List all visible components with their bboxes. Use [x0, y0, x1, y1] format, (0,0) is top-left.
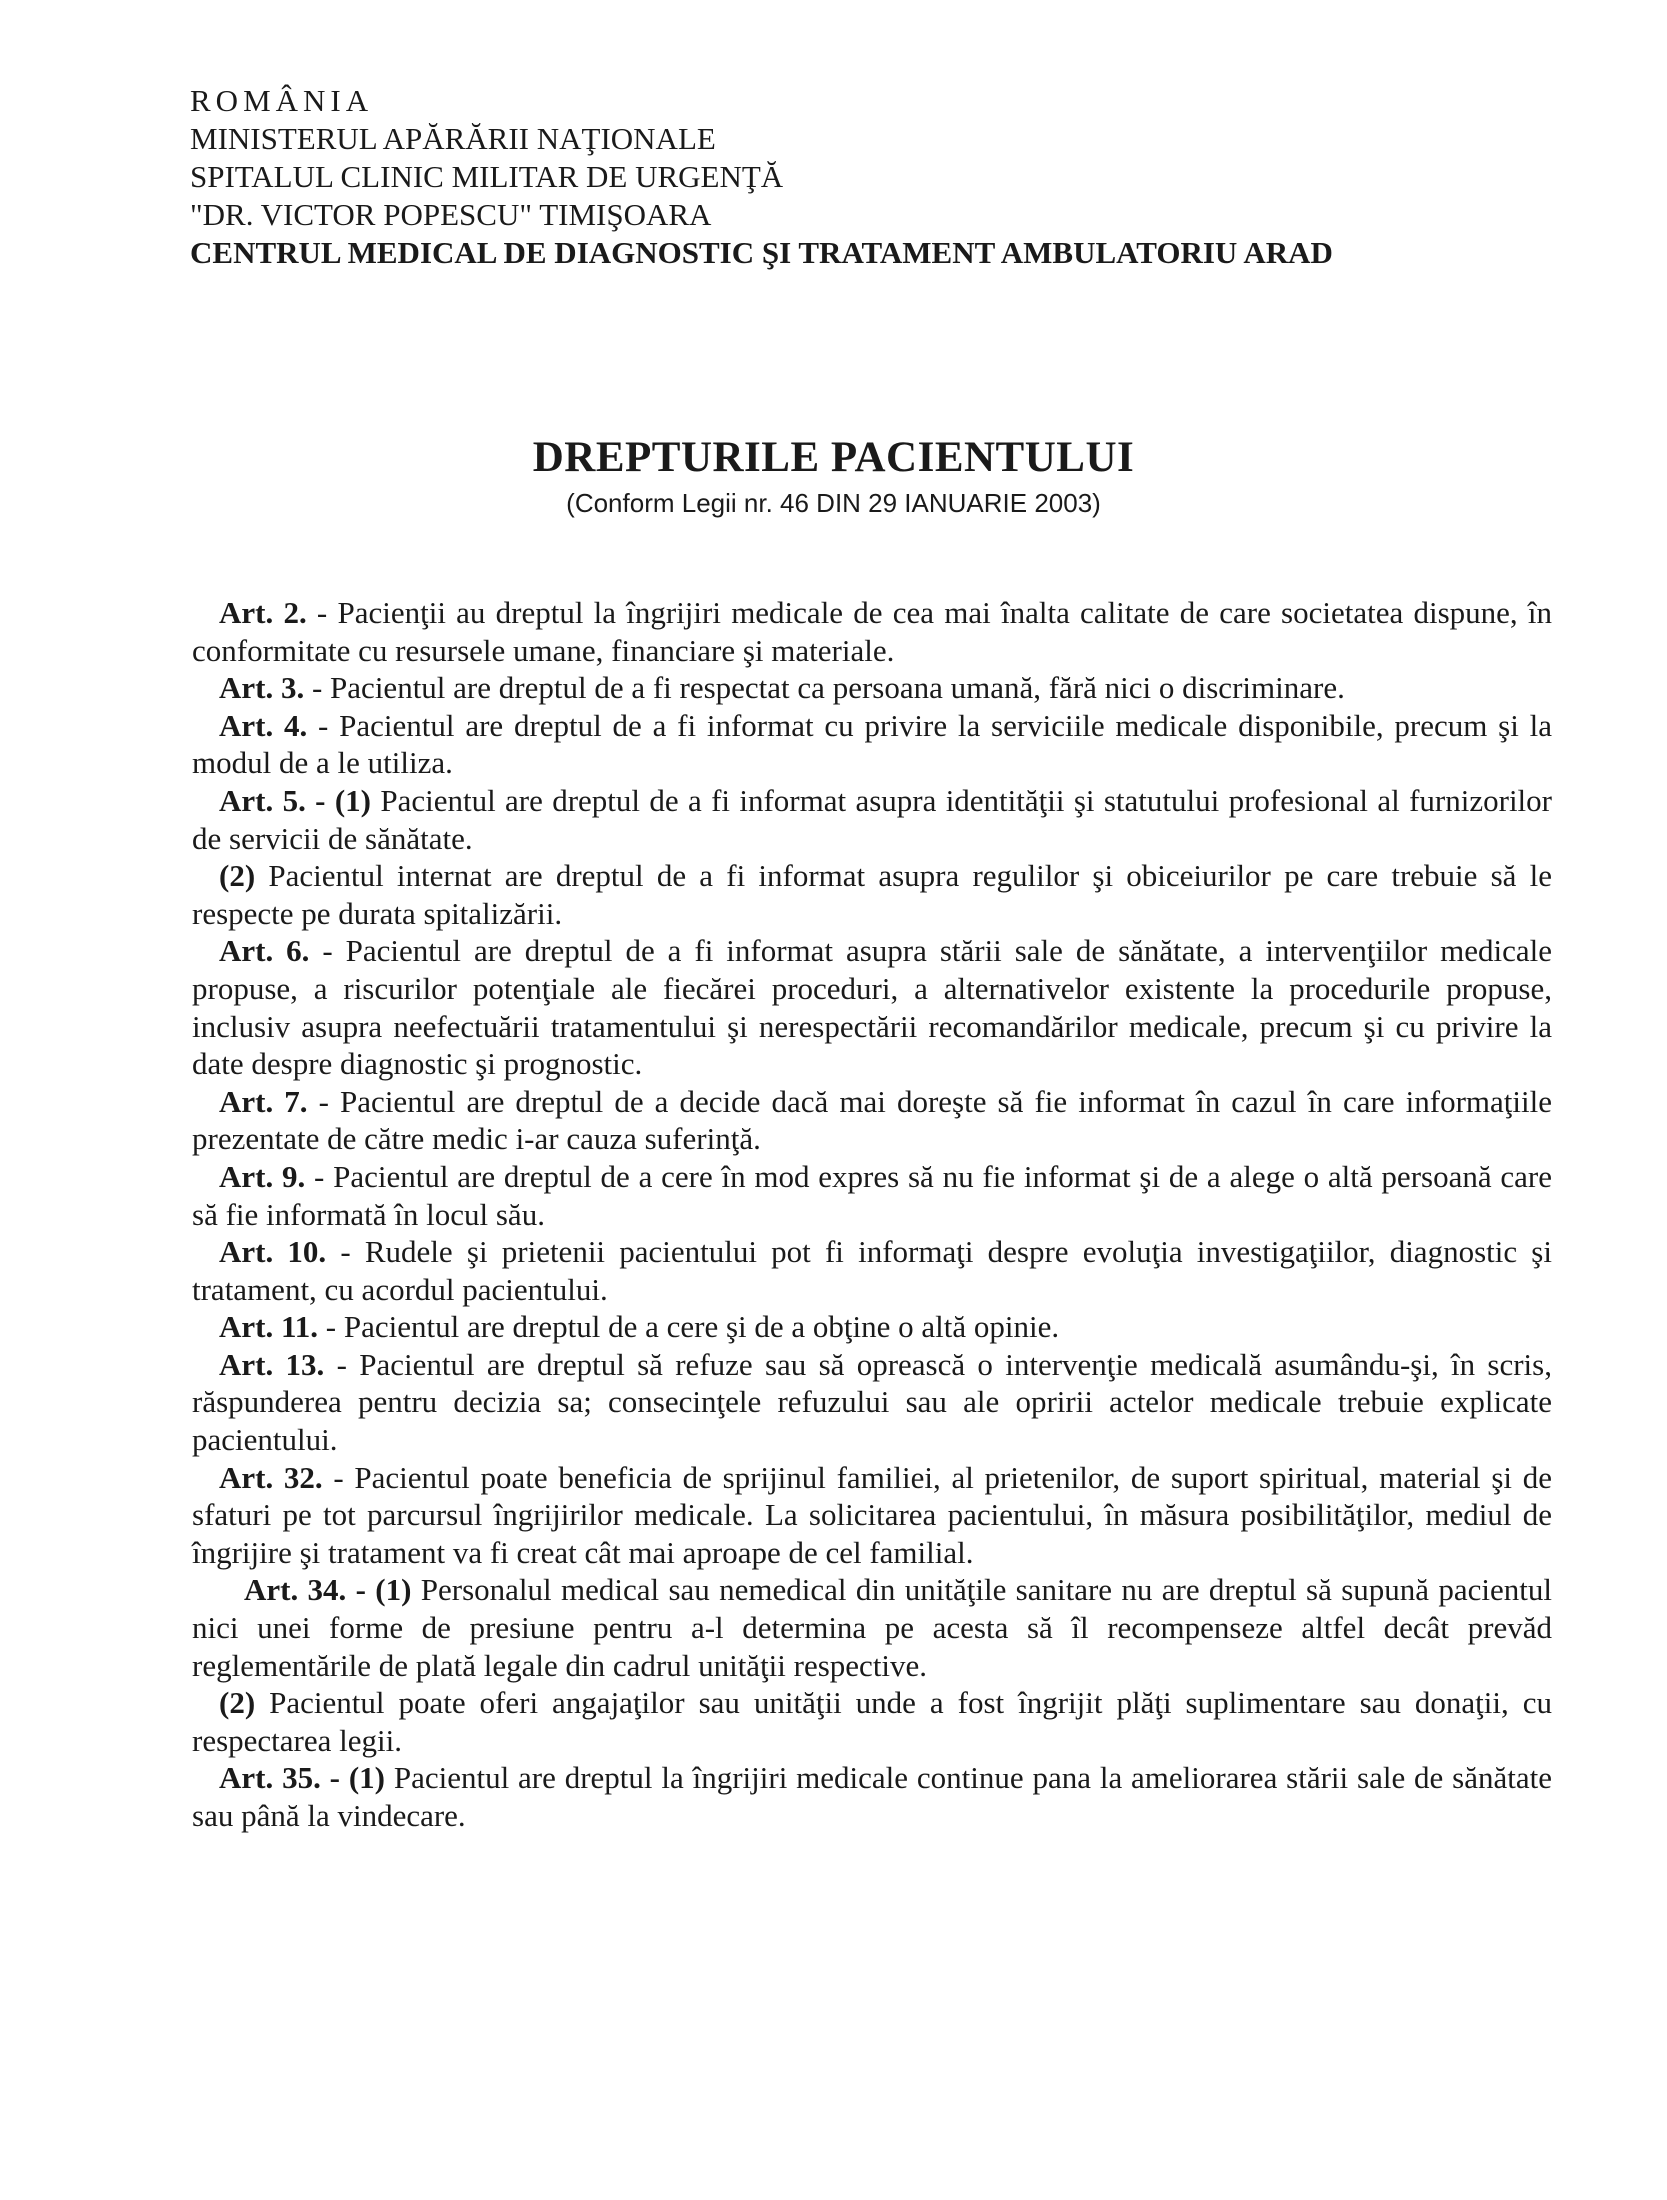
letterhead-hospital-name: "DR. VICTOR POPESCU" TIMIŞOARA — [190, 197, 712, 232]
article-text: - Pacientul poate beneficia de sprijinul familiei, al prietenilor, de suport spiritual, material şi de sfaturi pe tot parcursul îngrijirilor medicale. La solicitarea pacientului, în măsura posibilităţilor, mediul de îngrijire şi tratament va fi creat cât mai aproape de cel familial. — [192, 1459, 1552, 1570]
article-label: Art. 9. — [219, 1158, 306, 1194]
article-paragraph — [192, 782, 1552, 857]
article-label: Art. 34. - (1) — [244, 1572, 412, 1608]
article-text: Pacientul are dreptul la îngrijiri medicale continue pana la ameliorarea stării sale de sănătate sau până la vindecare. — [192, 1760, 1552, 1833]
article-text: Pacientul poate oferi angajaţilor sau unităţii unde a fost îngrijit plăţi suplimentare sau donaţii, cu respectarea legii. — [192, 1685, 1552, 1758]
article-text: - Pacientul are dreptul să refuze sau să oprească o intervenţie medicală asumându-şi, în scris, răspunderea pentru decizia sa; consecinţele refuzului sau ale opririi actelor medicale trebuie explicate pacientului. — [192, 1346, 1552, 1458]
article-paragraph — [192, 1158, 1552, 1233]
article-label: Art. 6. — [219, 933, 310, 969]
article-label: Art. 13. — [219, 1346, 325, 1382]
article-paragraph — [192, 857, 1552, 932]
article-text: - Pacientul are dreptul de a cere în mod expres să nu fie informat şi de a alege o altă persoană care să fie informată în locul său. — [192, 1158, 1552, 1232]
letterhead — [190, 82, 1510, 272]
article-label: (2) — [219, 858, 256, 894]
document-subtitle: (Conform Legii nr. 46 DIN 29 IANUARIE 2003) — [566, 488, 1101, 518]
article-paragraph — [192, 1083, 1552, 1158]
article-paragraph — [192, 1233, 1552, 1308]
articles-body — [192, 594, 1552, 1835]
article-text: - Pacientul are dreptul de a cere şi de a obţine o altă opinie. — [318, 1309, 1060, 1345]
document-title: DREPTURILE PACIENTULUI — [532, 434, 1135, 481]
article-paragraph — [192, 594, 1552, 669]
article-paragraph — [192, 1459, 1552, 1572]
letterhead-hospital: SPITALUL CLINIC MILITAR DE URGENŢĂ — [190, 159, 784, 194]
article-text: Personalul medical sau nemedical din unităţile sanitare nu are dreptul să supună pacientul nici unei forme de presiune pentru a-l determina pe acesta să îl recompenseze altfel decât prevăd reglementările de plată legale din cadrul unităţii respective. — [192, 1572, 1552, 1683]
letterhead-center: CENTRUL MEDICAL DE DIAGNOSTIC ŞI TRATAMENT AMBULATORIU ARAD — [190, 235, 1333, 270]
article-paragraph — [192, 1759, 1552, 1834]
article-paragraph — [192, 1684, 1552, 1759]
article-paragraph — [192, 1308, 1552, 1346]
article-text: - Rudele şi prietenii pacientului pot fi informaţi despre evoluţia investigaţiilor, diagnostic şi tratament, cu acordul pacientului. — [192, 1234, 1552, 1307]
article-paragraph — [192, 669, 1552, 707]
letterhead-ministry: MINISTERUL APĂRĂRII NAŢIONALE — [190, 121, 716, 156]
article-text: - Pacienţii au dreptul la îngrijiri medicale de cea mai înalta calitate de care societatea dispune, în conformitate cu resursele umane, financiare şi materiale. — [192, 595, 1552, 668]
article-label: (2) — [219, 1685, 256, 1721]
article-label: Art. 32. — [219, 1459, 323, 1495]
article-label: Art. 35. - (1) — [219, 1760, 385, 1796]
article-label: Art. 11. — [219, 1309, 319, 1345]
article-text: - Pacientul are dreptul de a fi informat asupra stării sale de sănătate, a intervenţiilor medicale propuse, a riscurilor potenţiale ale fiecărei proceduri, a alternativelor existente la procedurile propuse, inclusiv asupra neefectuării tratamentului şi nerespectării recomandărilor medicale, precum şi cu privire la date despre diagnostic şi prognostic. — [192, 933, 1552, 1082]
title-block — [0, 432, 1667, 520]
article-paragraph — [192, 707, 1552, 782]
article-label: Art. 7. — [219, 1083, 308, 1119]
article-text: Pacientul are dreptul de a fi informat asupra identităţii şi statutului profesional al furnizorilor de servicii de sănătate. — [192, 782, 1552, 856]
article-paragraph — [192, 932, 1552, 1082]
article-label: Art. 5. - (1) — [219, 782, 371, 818]
article-label: Art. 3. — [219, 670, 305, 706]
article-text: - Pacientul are dreptul de a decide dacă mai doreşte să fie informat în cazul în care informaţiile prezentate de către medic i-ar cauza suferinţă. — [192, 1083, 1552, 1157]
letterhead-country: ROMÂNIA — [190, 83, 374, 118]
article-label: Art. 4. — [219, 707, 308, 743]
article-label: Art. 2. — [219, 595, 307, 630]
article-paragraph — [192, 1571, 1552, 1684]
article-text: - Pacientul are dreptul de a fi informat cu privire la serviciile medicale disponibile, precum şi la modul de a le utiliza. — [192, 707, 1552, 781]
article-text: Pacientul internat are dreptul de a fi informat asupra regulilor şi obiceiurilor pe care trebuie să le respecte pe durata spitalizării. — [192, 858, 1552, 931]
article-label: Art. 10. — [219, 1234, 327, 1270]
article-paragraph — [192, 1346, 1552, 1459]
article-text: - Pacientul are dreptul de a fi respectat ca persoana umană, fără nici o discriminare. — [304, 670, 1345, 706]
